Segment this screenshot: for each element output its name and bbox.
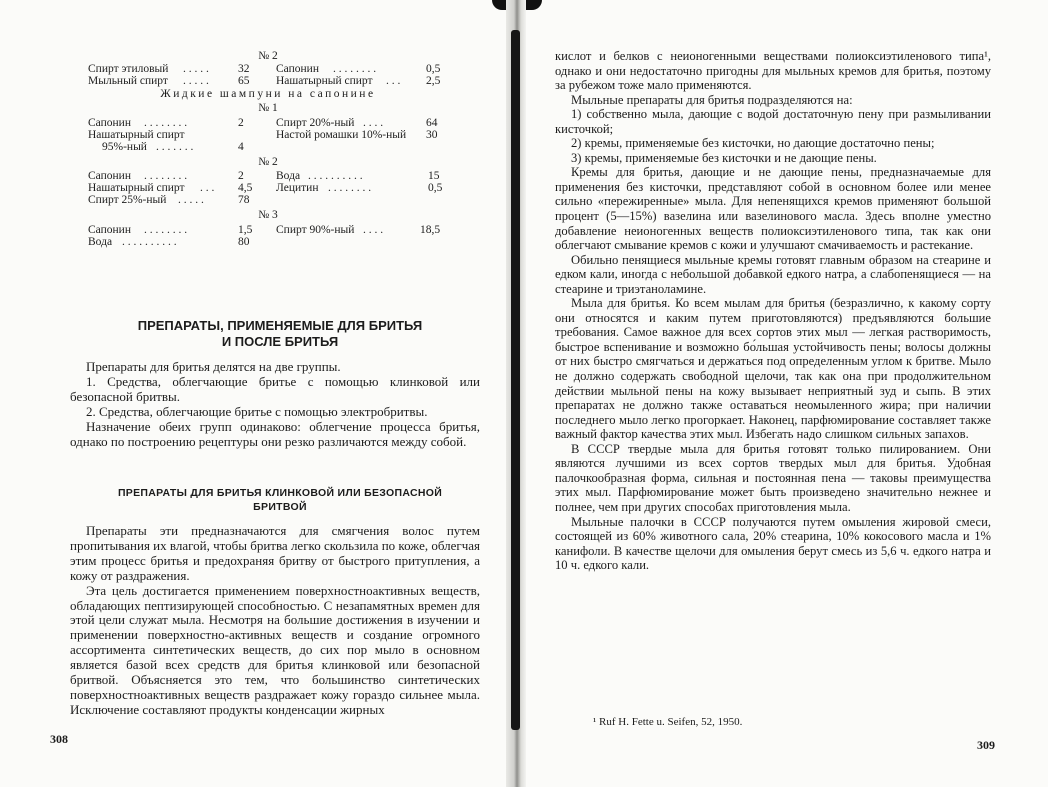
- section-title: [70, 318, 490, 350]
- ingredient-name: Спирт 20%-ный: [276, 116, 355, 129]
- body-paragraph: Мыльные препараты для бритья подразделяются на:: [571, 92, 853, 107]
- gutter-shadow: [511, 30, 520, 730]
- leader-dots: . . . . . . . .: [144, 170, 188, 182]
- recipe-row: [88, 141, 448, 153]
- recipe-row: [88, 194, 448, 206]
- leader-dots: . . . . . . .: [156, 140, 194, 153]
- shampoo-heading: Жидкие шампуни на сапонине: [160, 87, 376, 100]
- section-title-line-1: ПРЕПАРАТЫ, ПРИМЕНЯЕМЫЕ ДЛЯ БРИТЬЯ: [137, 318, 423, 333]
- recipe-row: [88, 63, 448, 75]
- ingredient-amount: 64: [426, 116, 438, 129]
- body-paragraph: Мыльные палочки в СССР получаются путем омыления жировой смеси, состоящей из 60% животного сала, 20% стеарина, 10% кокосового масла и 1% канифоли. В качестве щелочи для омыления берут смесь из 5,6 ч. едкого натра и 10 ч. едкого кали.: [555, 514, 991, 573]
- intro-line: 2. Средства, облегчающие бритье с помощью электробритвы.: [86, 403, 428, 419]
- recipe-row: [88, 75, 448, 87]
- intro-line: Препараты для бритья делятся на две группы.: [86, 359, 341, 374]
- body-paragraph: В СССР твердые мыла для бритья готовят только пилированием. Они являются лучшими из всех сортов твердых мыл для бритья. Удобная палочкообразная форма, сильная и постоянная пена — таковы преимущества этих мыл. Парфюмирование может быть произведено значительно нежнее и полнее, чем при других способах приготовления мыла.: [555, 441, 991, 514]
- ingredient-amount: 2: [238, 116, 244, 129]
- list-item: 3) кремы, применяемые без кисточки и не дающие пены.: [571, 150, 877, 165]
- ingredient-amount: 18,5: [420, 223, 441, 236]
- recipe-row: [88, 224, 448, 236]
- ingredient-name: Вода: [88, 235, 113, 248]
- ingredient-amount: 4: [238, 140, 244, 153]
- ingredient-name: Сапонин: [276, 62, 319, 75]
- recipe-row: [88, 117, 448, 129]
- recipe-rows: [88, 224, 448, 248]
- ingredient-name: Нашатырный спирт: [276, 74, 373, 87]
- body-paragraph: Препараты эти предназначаются для смягчения волос путем пропитывания их влагой, чтобы бритва легко скользила по коже, облегчая этим процесс бритья и предохраняя бритву от быстрого притупления, а кожу от раздражения.: [70, 523, 481, 583]
- ingredient-name: Нашатырный спирт: [88, 128, 185, 141]
- body-paragraph: Обильно пенящиеся мыльные кремы готовят главным образом на стеарине и едком кали, иногда с небольшой добавкой едкого натра, а слабопенящиеся — на стеарине и триэтаноламине.: [555, 252, 991, 296]
- ingredient-amount: 65: [238, 74, 250, 87]
- recipe-row: [88, 129, 448, 141]
- ingredient-name: Сапонин: [88, 170, 131, 182]
- leader-dots: . . . . .: [183, 62, 209, 75]
- right-page: [555, 40, 995, 770]
- intro-text: [70, 360, 480, 449]
- recipe-rows: [88, 63, 448, 87]
- left-page: [50, 38, 490, 758]
- leader-dots: . . . . . . . .: [328, 182, 372, 194]
- leader-dots: . . . . . . . .: [144, 223, 188, 236]
- ingredient-name: Лецитин: [276, 182, 319, 194]
- recipe-table-top: [88, 48, 448, 248]
- recipe-row: [88, 236, 448, 248]
- body-paragraph: кислот и белков с неионогенными веществами полиоксиэтиленового типа¹, однако и они недостаточно пригодны для мыльных кремов для бритья, поэтому за рубежом тоже мало применяются.: [555, 49, 991, 93]
- list-item: 2) кремы, применяемые без кисточки, но дающие достаточно пены;: [571, 136, 935, 151]
- ingredient-amount: 0,5: [426, 62, 441, 75]
- page-number: 309: [977, 738, 995, 752]
- recipe-rows: [88, 117, 448, 153]
- body-paragraph: Эта цель достигается применением поверхностноактивных веществ, обладающих пептизирующей способностью. С незапамятных времен для этой цели служат мыла. Несмотря на большие достижения в изучении и применении поверхностно-активных веществ и создание огромного ассортимента синтетических веществ, до сих пор мыло в основном является базой всех средств для бритья клинковой или безопасной бритвой. Объясняется это тем, что большинство синтетических поверхностноактивных веществ раздражает кожу гораздо сильнее мыла. Исключение составляют продукты конденсации жирных: [70, 582, 480, 717]
- ingredient-name: Сапонин: [88, 116, 131, 129]
- recipe-rows: [88, 170, 448, 206]
- leader-dots: . . . . . . . .: [144, 116, 188, 129]
- footnote: ¹ Ruf H. Fette u. Seifen, 52, 1950.: [593, 716, 743, 728]
- right-body-text: [555, 49, 991, 573]
- ingredient-amount: 30: [426, 128, 438, 141]
- ingredient-name: Нашатырный спирт: [88, 182, 185, 194]
- ingredient-amount: 80: [238, 235, 250, 248]
- leader-dots: . . .: [200, 182, 215, 194]
- recipe-row: [88, 182, 448, 194]
- ingredient-name: Спирт 90%-ный: [276, 223, 355, 236]
- ingredient-name: Сапонин: [88, 223, 131, 236]
- intro-line: Назначение обеих групп одинаково: облегчение процесса бритья, однако по построению рецептуры они резко различаются между собой.: [70, 418, 480, 449]
- leader-dots: . . . . .: [178, 194, 204, 206]
- ingredient-amount: 1,5: [238, 223, 253, 236]
- recipe-number: № 1: [258, 102, 278, 114]
- recipe-number: № 2: [258, 155, 278, 168]
- ingredient-name: 95%-ный: [102, 140, 147, 153]
- body-paragraph: Кремы для бритья, дающие и не дающие пены, предназначаемые для применения без кисточки, представляют собой в основном более или менее сильно «пережиренные» мыла. Для непенящихся кремов применяют большой процент (5—15%) вазелина или вазелинового масла. Здесь вполне уместно добавление неионогенных веществ полиоксиэтиленового типа, так как они облегчают смывание кремов с кожи и улучшают смачиваемость и растекание.: [555, 165, 991, 253]
- recipe-number: № 2: [258, 50, 278, 62]
- ingredient-amount: 4,5: [238, 182, 253, 194]
- ingredient-amount: 78: [238, 194, 250, 206]
- ingredient-amount: 0,5: [428, 182, 443, 194]
- ingredient-name: Спирт 25%-ный: [88, 194, 167, 206]
- ingredient-name: Настой ромашки 10%-ный: [276, 128, 407, 141]
- leader-dots: . . . . . . . .: [333, 62, 377, 75]
- subsection-title: [70, 486, 490, 514]
- recipe-row: [88, 170, 448, 182]
- ingredient-name: Вода: [276, 170, 301, 182]
- ingredient-name: Мыльный спирт: [88, 74, 168, 87]
- leader-dots: . . . .: [363, 223, 384, 236]
- leader-dots: . . .: [386, 74, 401, 87]
- body-text: [70, 524, 480, 718]
- body-paragraph: Мыла для бритья. Ко всем мылам для бритья (безразлично, к какому сорту они относятся и каким путем приготовляются) предъявляются большие требования. Самое важное для всех сортов этих мыл — легкая растворимость, быстрое вспенивание и возможно бо́льшая устойчивость пены; волосы должны от них быстро смягчаться и держаться под определенным углом к бритве. Мыло не должно содержать свободной щелочи, так как она при продолжительном действии мыльной пены на кожу вызывает неприятный зуд и сыпь. В этих препаратах не должно также оставаться неомыленного жира; при наличии последнего мыло легко прогоркает. Наконец, парфюмирование составляет также важный фактор качества этих мыл. Избегать надо слишком сильных запахов.: [555, 296, 991, 442]
- ingredient-amount: 32: [238, 62, 250, 75]
- ingredient-amount: 2,5: [426, 74, 441, 87]
- intro-line: 1. Средства, облегчающие бритье с помощью клинковой или безопасной бритвы.: [70, 373, 480, 404]
- subsection-title-line-2: БРИТВОЙ: [253, 501, 307, 513]
- leader-dots: . . . . . . . . . .: [122, 235, 177, 248]
- ingredient-name: Спирт этиловый: [88, 62, 169, 75]
- ingredient-amount: 15: [428, 170, 440, 182]
- page-number: 308: [50, 732, 68, 746]
- leader-dots: . . . .: [363, 116, 384, 129]
- leader-dots: . . . . . . . . . .: [308, 170, 363, 182]
- subsection-title-line-1: ПРЕПАРАТЫ ДЛЯ БРИТЬЯ КЛИНКОВОЙ ИЛИ БЕЗОПАСНОЙ: [117, 487, 443, 499]
- list-item: 1) собственно мыла, дающие с водой достаточную пену при размыливании кисточкой;: [555, 107, 991, 136]
- recipe-number: № 3: [258, 209, 278, 221]
- ingredient-amount: 2: [238, 170, 244, 182]
- section-title-line-2: И ПОСЛЕ БРИТЬЯ: [221, 334, 339, 349]
- leader-dots: . . . . .: [183, 74, 209, 87]
